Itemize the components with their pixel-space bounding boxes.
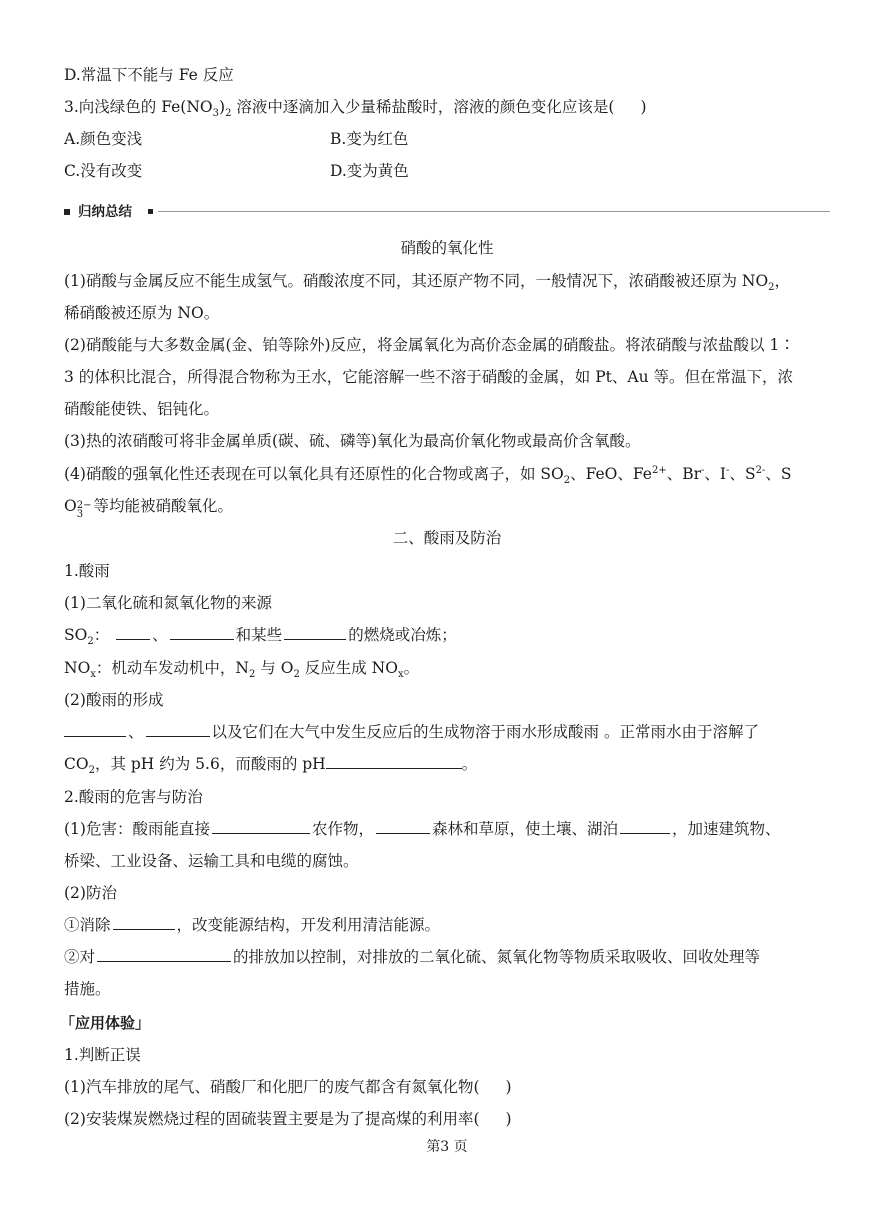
prevention-item-2: ②对 的排放加以控制，对排放的二氧化硫、氮氧化物等物质采取吸收、回收处理等 bbox=[64, 948, 761, 966]
answer-blank[interactable] bbox=[620, 818, 670, 834]
summary-p1-line2: 稀硝酸被还原为 NO。 bbox=[64, 304, 220, 322]
answer-blank[interactable] bbox=[326, 753, 462, 769]
answer-blank[interactable] bbox=[116, 624, 150, 640]
apply-heading-1: 1.判断正误 bbox=[64, 1046, 141, 1064]
prevention-item-1: ①消除 ，改变能源结构，开发利用清洁能源。 bbox=[64, 916, 441, 934]
summary-title: 硝酸的氧化性 bbox=[400, 239, 494, 257]
summary-p2-line1: (2)硝酸能与大多数金属(金、铂等除外)反应，将金属氧化为高价态金属的硝酸盐。将浓硝酸与浓盐酸以 1∶ bbox=[64, 336, 795, 354]
divider bbox=[158, 211, 830, 212]
prevention-heading: (2)防治 bbox=[64, 884, 117, 902]
option-b: B.变为红色 bbox=[330, 130, 409, 148]
answer-blank[interactable] bbox=[113, 914, 175, 930]
apply-heading: 「应用体验」 bbox=[60, 1014, 151, 1032]
prevention-item-2-line2: 措施。 bbox=[64, 980, 111, 998]
summary-p4-line2: O 2− 3 等均能被硝酸氧化。 bbox=[64, 497, 233, 520]
summary-p2-line3: 硝酸能使铁、铝钝化。 bbox=[64, 400, 220, 418]
true-false-q2: (2)安装煤炭燃烧过程的固硫装置主要是为了提高煤的利用率( ) bbox=[64, 1110, 512, 1128]
square-bullet-icon bbox=[148, 209, 153, 214]
harm-line2: 桥梁、工业设备、运输工具和电缆的腐蚀。 bbox=[64, 852, 359, 870]
summary-p4-line1: (4)硝酸的强氧化性还表现在可以氧化具有还原性的化合物或离子，如 $SO_2$、FeO、$Fe^{2+}$、Br-、I-、$S^{2-}$、S bbox=[64, 464, 792, 487]
options-row-cd bbox=[64, 160, 824, 182]
option-a: A.颜色变浅 bbox=[64, 130, 143, 148]
true-false-q1: (1)汽车排放的尾气、硝酸厂和化肥厂的废气都含有氮氧化物( ) bbox=[64, 1078, 512, 1096]
section-2-title: 二、酸雨及防治 bbox=[392, 529, 502, 547]
summary-p3: (3)热的浓硝酸可将非金属单质(碳、硫、磷等)氧化为最高价氧化物或最高价含氧酸。 bbox=[64, 432, 641, 450]
answer-blank[interactable] bbox=[97, 946, 231, 962]
answer-blank[interactable] bbox=[170, 624, 234, 640]
section-2-heading-2: 2.酸雨的危害与防治 bbox=[64, 788, 203, 806]
answer-blank[interactable] bbox=[284, 624, 346, 640]
square-bullet-icon bbox=[64, 209, 70, 215]
section-2-sub-2: (2)酸雨的形成 bbox=[64, 691, 164, 709]
answer-blank[interactable] bbox=[376, 818, 430, 834]
answer-blank[interactable] bbox=[146, 721, 210, 737]
option-d: D.变为黄色 bbox=[330, 162, 409, 180]
option-d-previous: D.常温下不能与 Fe 反应 bbox=[64, 66, 234, 84]
summary-p1-line1: (1)硝酸与金属反应不能生成氢气。硝酸浓度不同，其还原产物不同，一般情况下，浓硝酸被还原为 $NO_2$， bbox=[64, 272, 791, 294]
page-number: 第3 页 bbox=[426, 1139, 468, 1155]
acid-rain-formation-line1: 、 以及它们在大气中发生反应后的生成物溶于雨水形成酸雨 。正常雨水由于溶解了 bbox=[64, 721, 759, 743]
section-2-heading-1: 1.酸雨 bbox=[64, 562, 110, 580]
answer-blank[interactable] bbox=[64, 721, 126, 737]
question-3: 3.向浅绿色的 $Fe(NO_3)_2$ 溶液中逐滴加入少量稀盐酸时，溶液的颜色变化应该是( ) bbox=[64, 98, 647, 120]
option-c: C.没有改变 bbox=[64, 162, 143, 180]
answer-blank[interactable] bbox=[212, 818, 310, 834]
acid-rain-formation-line2: $CO_2$，其 pH 约为 5.6，而酸雨的 pH 。 bbox=[64, 755, 478, 777]
so2-sources-line: $SO_2$： 、 和某些 的燃烧或冶炼； bbox=[64, 626, 457, 648]
nox-sources-line: $NO_x$：机动车发动机中，$N_2$ 与 $O_2$ 反应生成 $NO_x$。 bbox=[64, 659, 420, 681]
summary-p2-line2: 3 的体积比混合，所得混合物称为王水，它能溶解一些不溶于硝酸的金属，如 Pt、Au 等。但在常温下，浓 bbox=[64, 368, 793, 386]
summary-banner bbox=[64, 202, 830, 222]
section-2-sub-1: (1)二氧化硫和氮氧化物的来源 bbox=[64, 594, 272, 612]
harm-line1: (1)危害：酸雨能直接 农作物， 森林和草原，使土壤、湖泊 ，加速建筑物、 bbox=[64, 820, 781, 838]
summary-banner-label: 归纳总结 bbox=[78, 204, 132, 220]
options-row-ab bbox=[64, 128, 824, 150]
